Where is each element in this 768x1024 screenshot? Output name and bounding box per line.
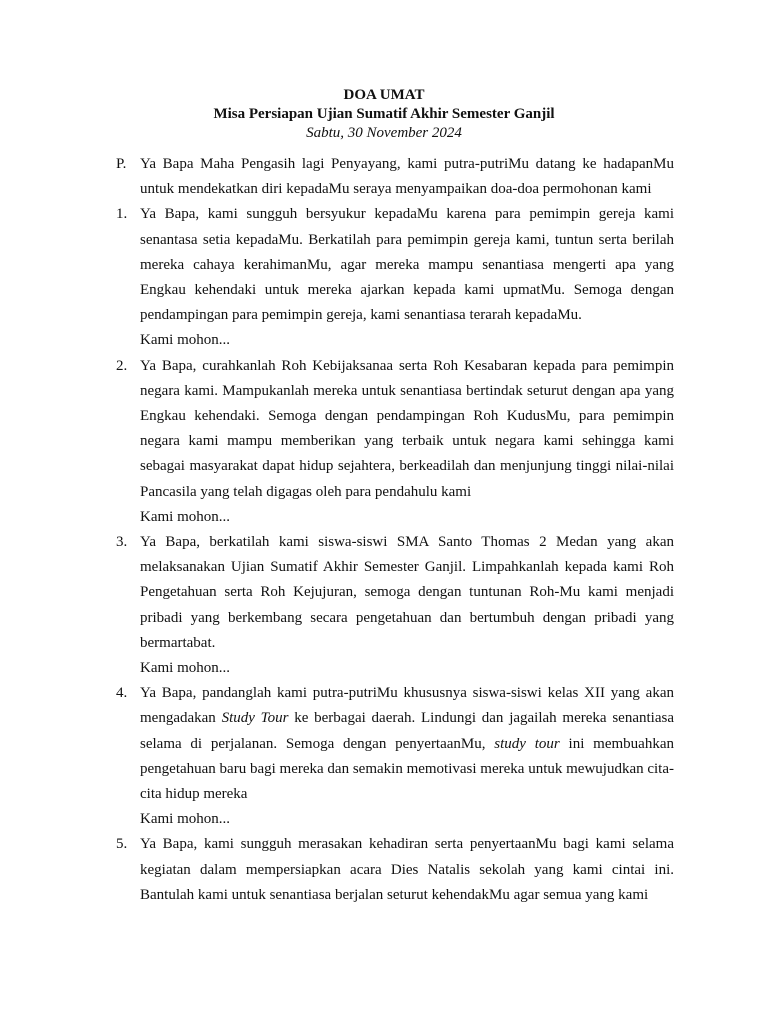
- intro-marker: P.: [116, 156, 127, 172]
- petition-3-content: [140, 530, 674, 681]
- document-title: DOA UMAT: [343, 87, 425, 103]
- document-header: [0, 86, 768, 143]
- petition-4-content: [140, 681, 674, 832]
- petition-2-text: Ya Bapa, curahkanlah Roh Kebijaksanaa serta Roh Kesabaran kepada para pemimpin negara kami. Mampukanlah mereka untuk senantiasa bertindak seturut dengan apa yang Engkau kehendaki. Semoga dengan pendampingan Roh KudusMu, para pemimpin negara kami mampu memberikan yang terbaik untuk negara kami sehingga kami sebagai masyarakat dapat hidup sejahtera, berkeadilah dan menjunjung tinggi nilai-nilai Pancasila yang telah digagas oleh para pendahulu kami: [140, 357, 674, 500]
- intro-content: [140, 152, 674, 202]
- petition-1-marker: 1.: [116, 206, 128, 223]
- petition-3: [116, 530, 674, 681]
- intro-text: Ya Bapa Maha Pengasih lagi Penyayang, kami putra-putriMu datang ke hadapanMu untuk mendekatkan diri kepadaMu seraya menyampaikan doa-doa permohonan kami: [140, 156, 674, 198]
- petition-1: [116, 202, 674, 353]
- petition-1-content: [140, 202, 674, 353]
- petition-1-response: Kami mohon...: [140, 332, 230, 349]
- petition-2-marker: 2.: [116, 357, 128, 374]
- petition-5-text: Ya Bapa, kami sungguh merasakan kehadiran serta penyertaanMu bagi kami selama kegiatan dalam mempersiapkan acara Dies Natalis sekolah yang kami cintai ini. Bantulah kami untuk senantiasa berjalan seturut kehendakMu agar semua yang kami: [140, 836, 674, 903]
- petition-1-text: Ya Bapa, kami sungguh bersyukur kepadaMu karena para pemimpin gereja kami senantasa setia kepadaMu. Berkatilah para pemimpin gereja kami, tuntun serta berilah mereka cahaya kerahimanMu, agar mereka mampu senantiasa mengerti apa yang Engkau kehendaki untuk mereka ajarkan kepada kami upmatMu. Semoga dengan pendampingan para pemimpin gereja, kami senantiasa terarah kepadaMu.: [140, 206, 674, 324]
- petition-4-text: [140, 681, 674, 807]
- petition-5-marker: 5.: [116, 836, 128, 853]
- petition-2-response: Kami mohon...: [140, 508, 230, 525]
- petition-4-text-part-a: Ya Bapa, pandanglah kami putra-putriMu khususnya siswa-siswi kelas XII yang akan mengadakan: [140, 685, 674, 727]
- petition-3-marker: 3.: [116, 534, 128, 551]
- document-date: Sabtu, 30 November 2024: [306, 125, 462, 141]
- petition-4-text-part-b: ke berbagai daerah. Lindungi dan jagailah mereka senantiasa selama di perjalanan. Semoga dengan penyertaanMu,: [140, 710, 674, 752]
- petition-5-content: [140, 832, 674, 908]
- petition-3-text: Ya Bapa, berkatilah kami siswa-siswi SMA Santo Thomas 2 Medan yang akan melaksanakan Ujian Sumatif Akhir Semester Ganjil. Limpahkanlah kepada kami Roh Pengetahuan serta Roh Kejujuran, semoga dengan tuntunan Roh-Mu kami menjadi pribadi yang berkembang secara pengetahuan dan bertumbuh dengan pribadi yang bermartabat.: [140, 534, 674, 651]
- petition-4-marker: 4.: [116, 685, 128, 702]
- intro-entry: [116, 152, 674, 202]
- petition-2-content: [140, 354, 674, 530]
- petition-4-emphasis-study-tour: Study Tour: [221, 710, 289, 727]
- document-body: [116, 152, 674, 908]
- petition-4-text-part-c: ini membuahkan pengetahuan baru bagi mereka dan semakin memotivasi mereka untuk mewujudkan cita-cita hidup mereka: [140, 735, 674, 803]
- petition-2: [116, 354, 674, 530]
- petition-4-response: Kami mohon...: [140, 811, 230, 828]
- document-subtitle: Misa Persiapan Ujian Sumatif Akhir Semester Ganjil: [213, 106, 555, 122]
- petition-5: [116, 832, 674, 908]
- petition-4-emphasis-study-tour-lower: study tour: [494, 735, 560, 752]
- petition-3-response: Kami mohon...: [140, 660, 230, 677]
- petition-4: [116, 681, 674, 832]
